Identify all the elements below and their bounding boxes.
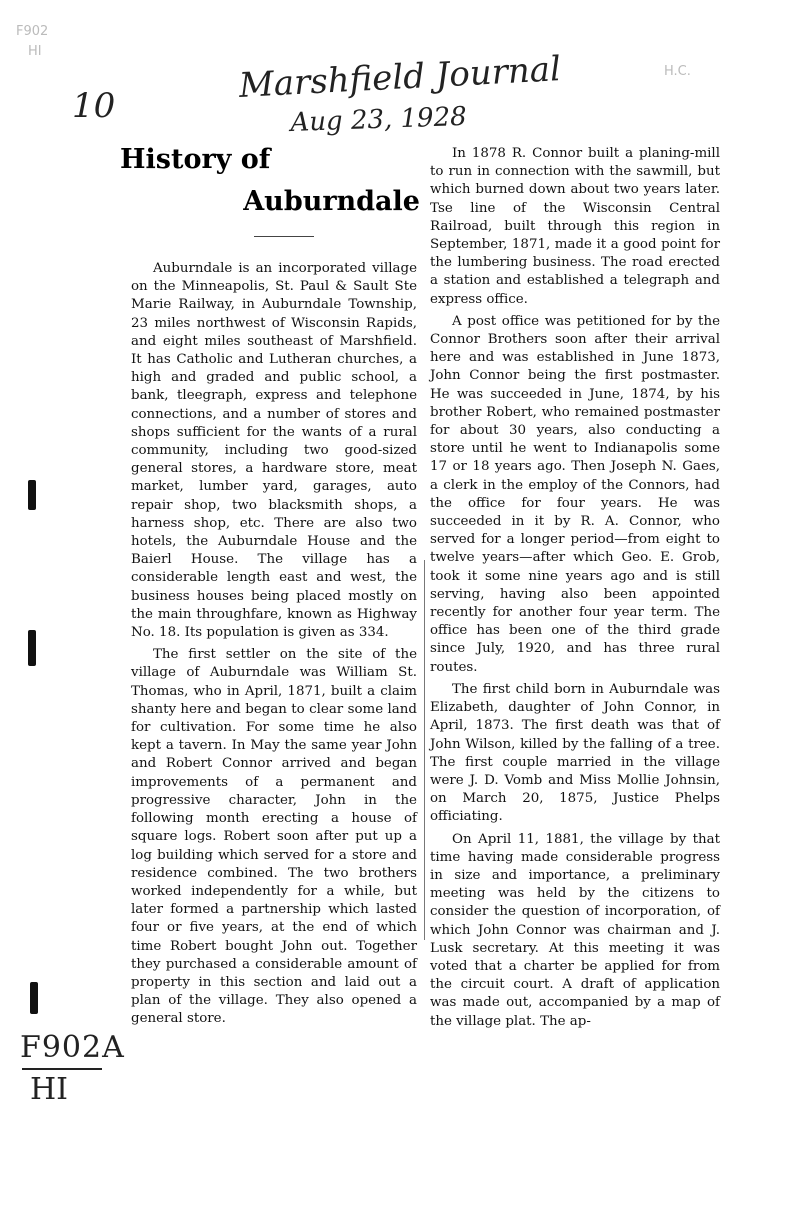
left-paragraph-2: The first settler on the site of the village of Auburndale was William St. Thomas, who in April, 1871, built a claim shanty here and began to clear some land for cultivation. For some time he also kept a tavern. In May the same year John and Robert Connor arrived and began improvements of a permanent and progressive character, John in the following month erecting a house of square logs. Robert soon after put up a log building which served for a store and residence combined. The two brothers worked independently for a while, but later formed a partnership which lasted four or five years, at the end of which time Robert bought John out. Together they purchased a considerable amount of property in this section and laid out a plan of the village. They also opened a general store. (131, 647, 417, 1027)
catalog-code-underline (22, 1068, 102, 1070)
binder-hole-mark (28, 630, 36, 666)
faint-note-top-left-2: HI (28, 44, 42, 59)
right-paragraph-4: On April 11, 1881, the village by that time having made considerable progress in size and importance, a preliminary meeting was held by the citizens to consider the question of incorporation, of which John Connor was chairman and J. Lusk secretary. At this meeting it was voted that a charter be applied for from the circuit court. A draft of application was made out, accompanied by a map of the village plat. The ap- (430, 831, 720, 1029)
article-left-column (131, 260, 417, 1029)
right-paragraph-1: In 1878 R. Connor built a planing-mill to run in connection with the sawmill, but which burned down about two years later. Tse line of the Wisconsin Central Railroad, built through this region in September, 1871, made it a good point for the lumbering business. The road erected a station and established a telegraph and express office. (430, 146, 720, 307)
handwritten-catalog-subcode: HI (30, 1072, 69, 1107)
right-paragraph-2: A post office was petitioned for by the Connor Brothers soon after their arrival here and was established in June 1873, John Connor being the first postmaster. He was succeeded in June, 1874, by his brother Robert, who remained postmaster for about 30 years, also conducting a store until he went to Indianapolis some 17 or 18 years ago. Then Joseph N. Gaes, a clerk in the employ of the Connors, had the office for four years. He was succeeded in it by R. A. Connor, who served for a longer period—from eight to twelve years—after which Geo. E. Grob, took it some nine years ago and is still serving, having also been appointed recently for another four year term. The office has been one of the third grade since July, 1920, and has three rural routes. (430, 313, 720, 675)
headline-line-1: History of (120, 144, 271, 175)
headline-line-2: Auburndale (243, 186, 420, 217)
faint-note-top-left-1: F902 (16, 24, 49, 39)
faint-note-top-right: H.C. (664, 64, 691, 79)
article-right-column (430, 145, 720, 1031)
column-divider (424, 560, 425, 940)
handwritten-page-number: 10 (72, 86, 116, 126)
handwritten-source-title: Marshfield Journal (238, 49, 562, 106)
binder-hole-mark (30, 982, 38, 1014)
right-paragraph-3: The first child born in Auburndale was Elizabeth, daughter of John Connor, in April, 1873. The first death was that of John Wilson, killed by the falling of a tree. The first couple married in the village were J. D. Vomb and Miss Mollie Johnsin, on March 20, 1875, Justice Phelps officiating. (430, 681, 720, 825)
headline-divider (254, 236, 314, 237)
binder-hole-mark (28, 480, 36, 510)
left-paragraph-1: Auburndale is an incorporated village on the Minneapolis, St. Paul & Sault Ste Marie Railway, in Auburndale Township, 23 miles northwest of Wisconsin Rapids, and eight miles southeast of Marshfield. It has Catholic and Lutheran churches, a high and graded and public school, a bank, tleegraph, express and telephone connections, and a number of stores and shops sufficient for the wants of a rural community, including two good-sized general stores, a hardware store, meat market, lumber yard, garages, auto repair shop, two blacksmith shops, a harness shop, etc. There are also two hotels, the Auburndale House and the Baierl House. The village has a considerable length east and west, the business houses being placed mostly on the main throughfare, known as Highway No. 18. Its population is given as 334. (131, 261, 417, 641)
handwritten-date: Aug 23, 1928 (290, 101, 468, 138)
handwritten-catalog-code: F902A (20, 1030, 125, 1065)
